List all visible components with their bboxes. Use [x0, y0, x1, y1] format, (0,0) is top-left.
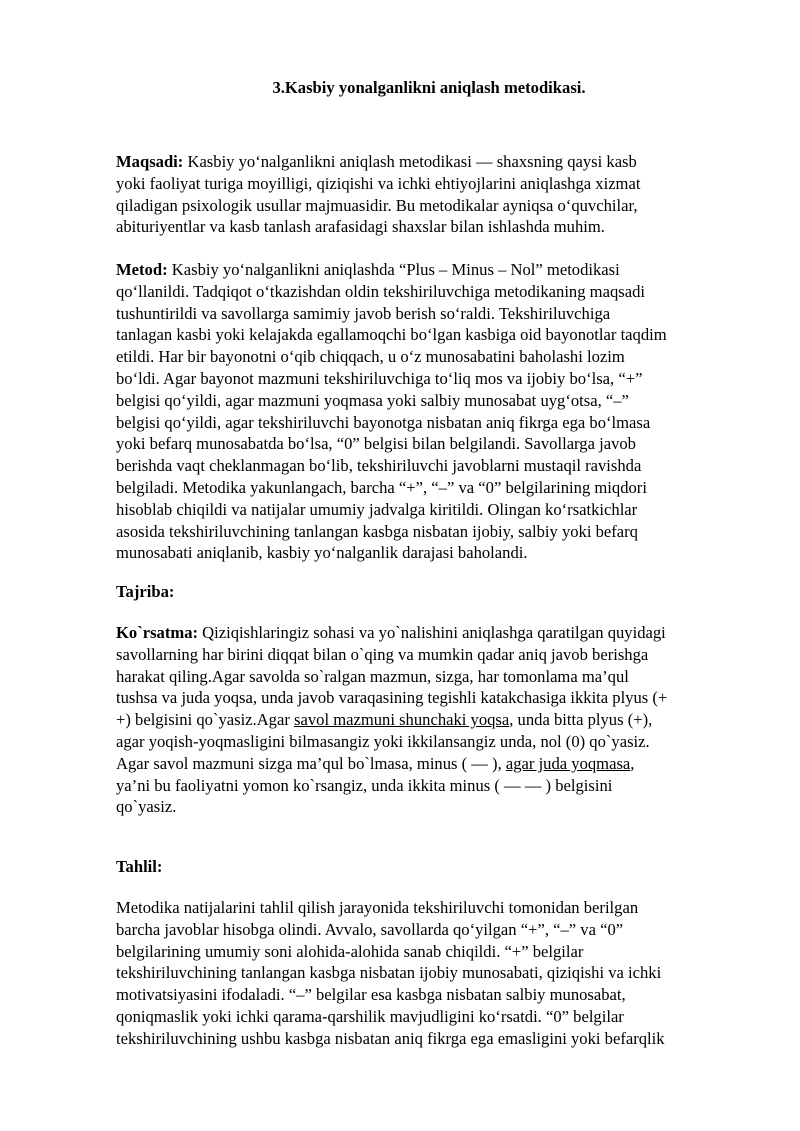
- korsatma-text: Qiziqishlaringiz sohasi va yo`nalishini aniqlashga qaratilgan quyidagi: [198, 623, 666, 642]
- metod-line: tushuntirildi va savollarga samimiy javob berish so‘raldi. Tekshiriluvchiga: [116, 303, 611, 323]
- maqsad-text: Kasbiy yo‘nalganlikni aniqlash metodikasi — shaxsning qaysi kasb: [183, 152, 637, 171]
- korsatma-label: Ko`rsatma:: [116, 623, 199, 642]
- tahlil-line: qoniqmaslik yoki ichki qarama-qarshilik mavjudligini ko‘rsatdi. “0” belgilar: [116, 1006, 624, 1026]
- korsatma-line: tushsa va juda yoqsa, unda javob varaqasining tegishli katakchasiga ikkita plyus (+: [116, 688, 668, 708]
- korsatma-line: savollarning har birini diqqat bilan o`qing va mumkin qadar aniq javob berishga: [116, 644, 649, 664]
- korsatma-line: [116, 753, 742, 775]
- metod-line: etildi. Har bir bayonotni o‘qib chiqqach, u o‘z munosabatini baholashi lozim: [116, 347, 625, 367]
- korsatma-underlined-text: agar juda yoqmasa: [505, 753, 631, 773]
- tahlil-line: tekshiriluvchining tanlangan kasbga nisbatan ijobiy munosabati, qiziqishi va ichki: [116, 963, 662, 983]
- maqsad-line: [116, 151, 742, 173]
- korsatma-text: Agar savol mazmuni sizga ma’qul bo`lmasa, minus ( — ),: [116, 753, 506, 773]
- maqsad-paragraph: [116, 151, 742, 238]
- tahlil-heading: Tahlil:: [116, 857, 163, 876]
- maqsad-label: Maqsadi:: [116, 152, 184, 171]
- tahlil-paragraph: [116, 897, 742, 1050]
- metod-line: belgisi qo‘yildi, agar mazmuni yoqmasa yoki salbiy munosabat uyg‘otsa, “–”: [116, 390, 629, 410]
- maqsad-line: abituriyentlar va kasb tanlash arafasidagi shaxslar bilan ishlashda muhim.: [116, 217, 605, 237]
- korsatma-line: [116, 622, 742, 644]
- korsatma-text: , unda bitta plyus (+),: [509, 710, 653, 730]
- metod-label: Metod:: [116, 260, 168, 279]
- metod-paragraph: [116, 259, 742, 564]
- metod-line: hisoblab chiqildi va natijalar umumiy jadvalga kiritildi. Olingan ko‘rsatkichlar: [116, 499, 638, 519]
- metod-line: belgisi qo‘yildi, agar tekshiriluvchi bayonotga nisbatan aniq fikrga ega bo‘lmasa: [116, 412, 651, 432]
- korsatma-underlined-text: savol mazmuni shunchaki yoqsa: [294, 710, 510, 730]
- tahlil-line: belgilarining umumiy soni alohida-alohida sanab chiqildi. “+” belgilar: [116, 941, 584, 961]
- metod-line: qo‘llanildi. Tadqiqot o‘tkazishdan oldin tekshiriluvchiga metodikaning maqsadi: [116, 281, 645, 301]
- metod-line: tanlagan kasbi yoki kelajakda egallamoqchi bo‘lgan kasbiga oid bayonotlar taqdim: [116, 325, 667, 345]
- korsatma-paragraph: [116, 622, 742, 818]
- tahlil-line: tekshiriluvchining ushbu kasbga nisbatan aniq fikrga ega emasligini yoki befarqlik: [116, 1028, 665, 1048]
- metod-line: yoki befarq munosabatda bo‘lsa, “0” belgisi bilan belgilandi. Savollarga javob: [116, 434, 636, 454]
- korsatma-line: qo`yasiz.: [116, 797, 177, 817]
- korsatma-text: ,: [630, 753, 635, 773]
- metod-line: munosabati aniqlanib, kasbiy yo‘nalganlik darajasi baholandi.: [116, 543, 528, 563]
- tahlil-line: motivatsiyasini ifodaladi. “–” belgilar esa kasbga nisbatan salbiy munosabat,: [116, 985, 626, 1005]
- document-title: 3.Kasbiy yonalganlikni aniqlash metodikasi.: [272, 78, 586, 97]
- tajriba-heading: Tajriba:: [116, 582, 175, 601]
- metod-text: Kasbiy yo‘nalganlikni aniqlashda “Plus – Minus – Nol” metodikasi: [167, 260, 620, 279]
- tahlil-line: barcha javoblar hisobga olindi. Avvalo, savollarda qo‘yilgan “+”, “–” va “0”: [116, 919, 624, 939]
- korsatma-line: harakat qiling.Agar savolda so`ralgan mazmun, sizga, har tomonlama ma’qul: [116, 666, 629, 686]
- tahlil-line: Metodika natijalarini tahlil qilish jarayonida tekshiriluvchi tomonidan berilgan: [116, 898, 639, 917]
- metod-line: asosida tekshiriluvchining tanlangan kasbga nisbatan ijobiy, salbiy yoki befarq: [116, 521, 638, 541]
- maqsad-line: yoki faoliyat turiga moyilligi, qiziqishi va ichki ehtiyojlarini aniqlashga xizmat: [116, 173, 641, 193]
- korsatma-text: +) belgisini qo`yasiz.Agar: [116, 710, 295, 730]
- metod-line: [116, 259, 742, 281]
- metod-line: bo‘ldi. Agar bayonot mazmuni tekshiriluvchiga to‘liq mos va ijobiy bo‘lsa, “+”: [116, 368, 643, 388]
- korsatma-line: agar yoqish-yoqmasligini bilmasangiz yoki ikkilansangiz unda, nol (0) qo`yasiz.: [116, 731, 650, 751]
- korsatma-line: [116, 709, 742, 731]
- maqsad-line: qiladigan psixologik usullar majmuasidir. Bu metodikalar ayniqsa o‘quvchilar,: [116, 195, 638, 215]
- metod-line: berishda vaqt cheklanmagan bo‘lib, tekshiriluvchi javoblarni mustaqil ravishda: [116, 456, 642, 476]
- metod-line: belgiladi. Metodika yakunlangach, barcha “+”, “–” va “0” belgilarining miqdori: [116, 477, 647, 497]
- korsatma-line: ya’ni bu faoliyatni yomon ko`rsangiz, unda ikkita minus ( — — ) belgisini: [116, 775, 613, 795]
